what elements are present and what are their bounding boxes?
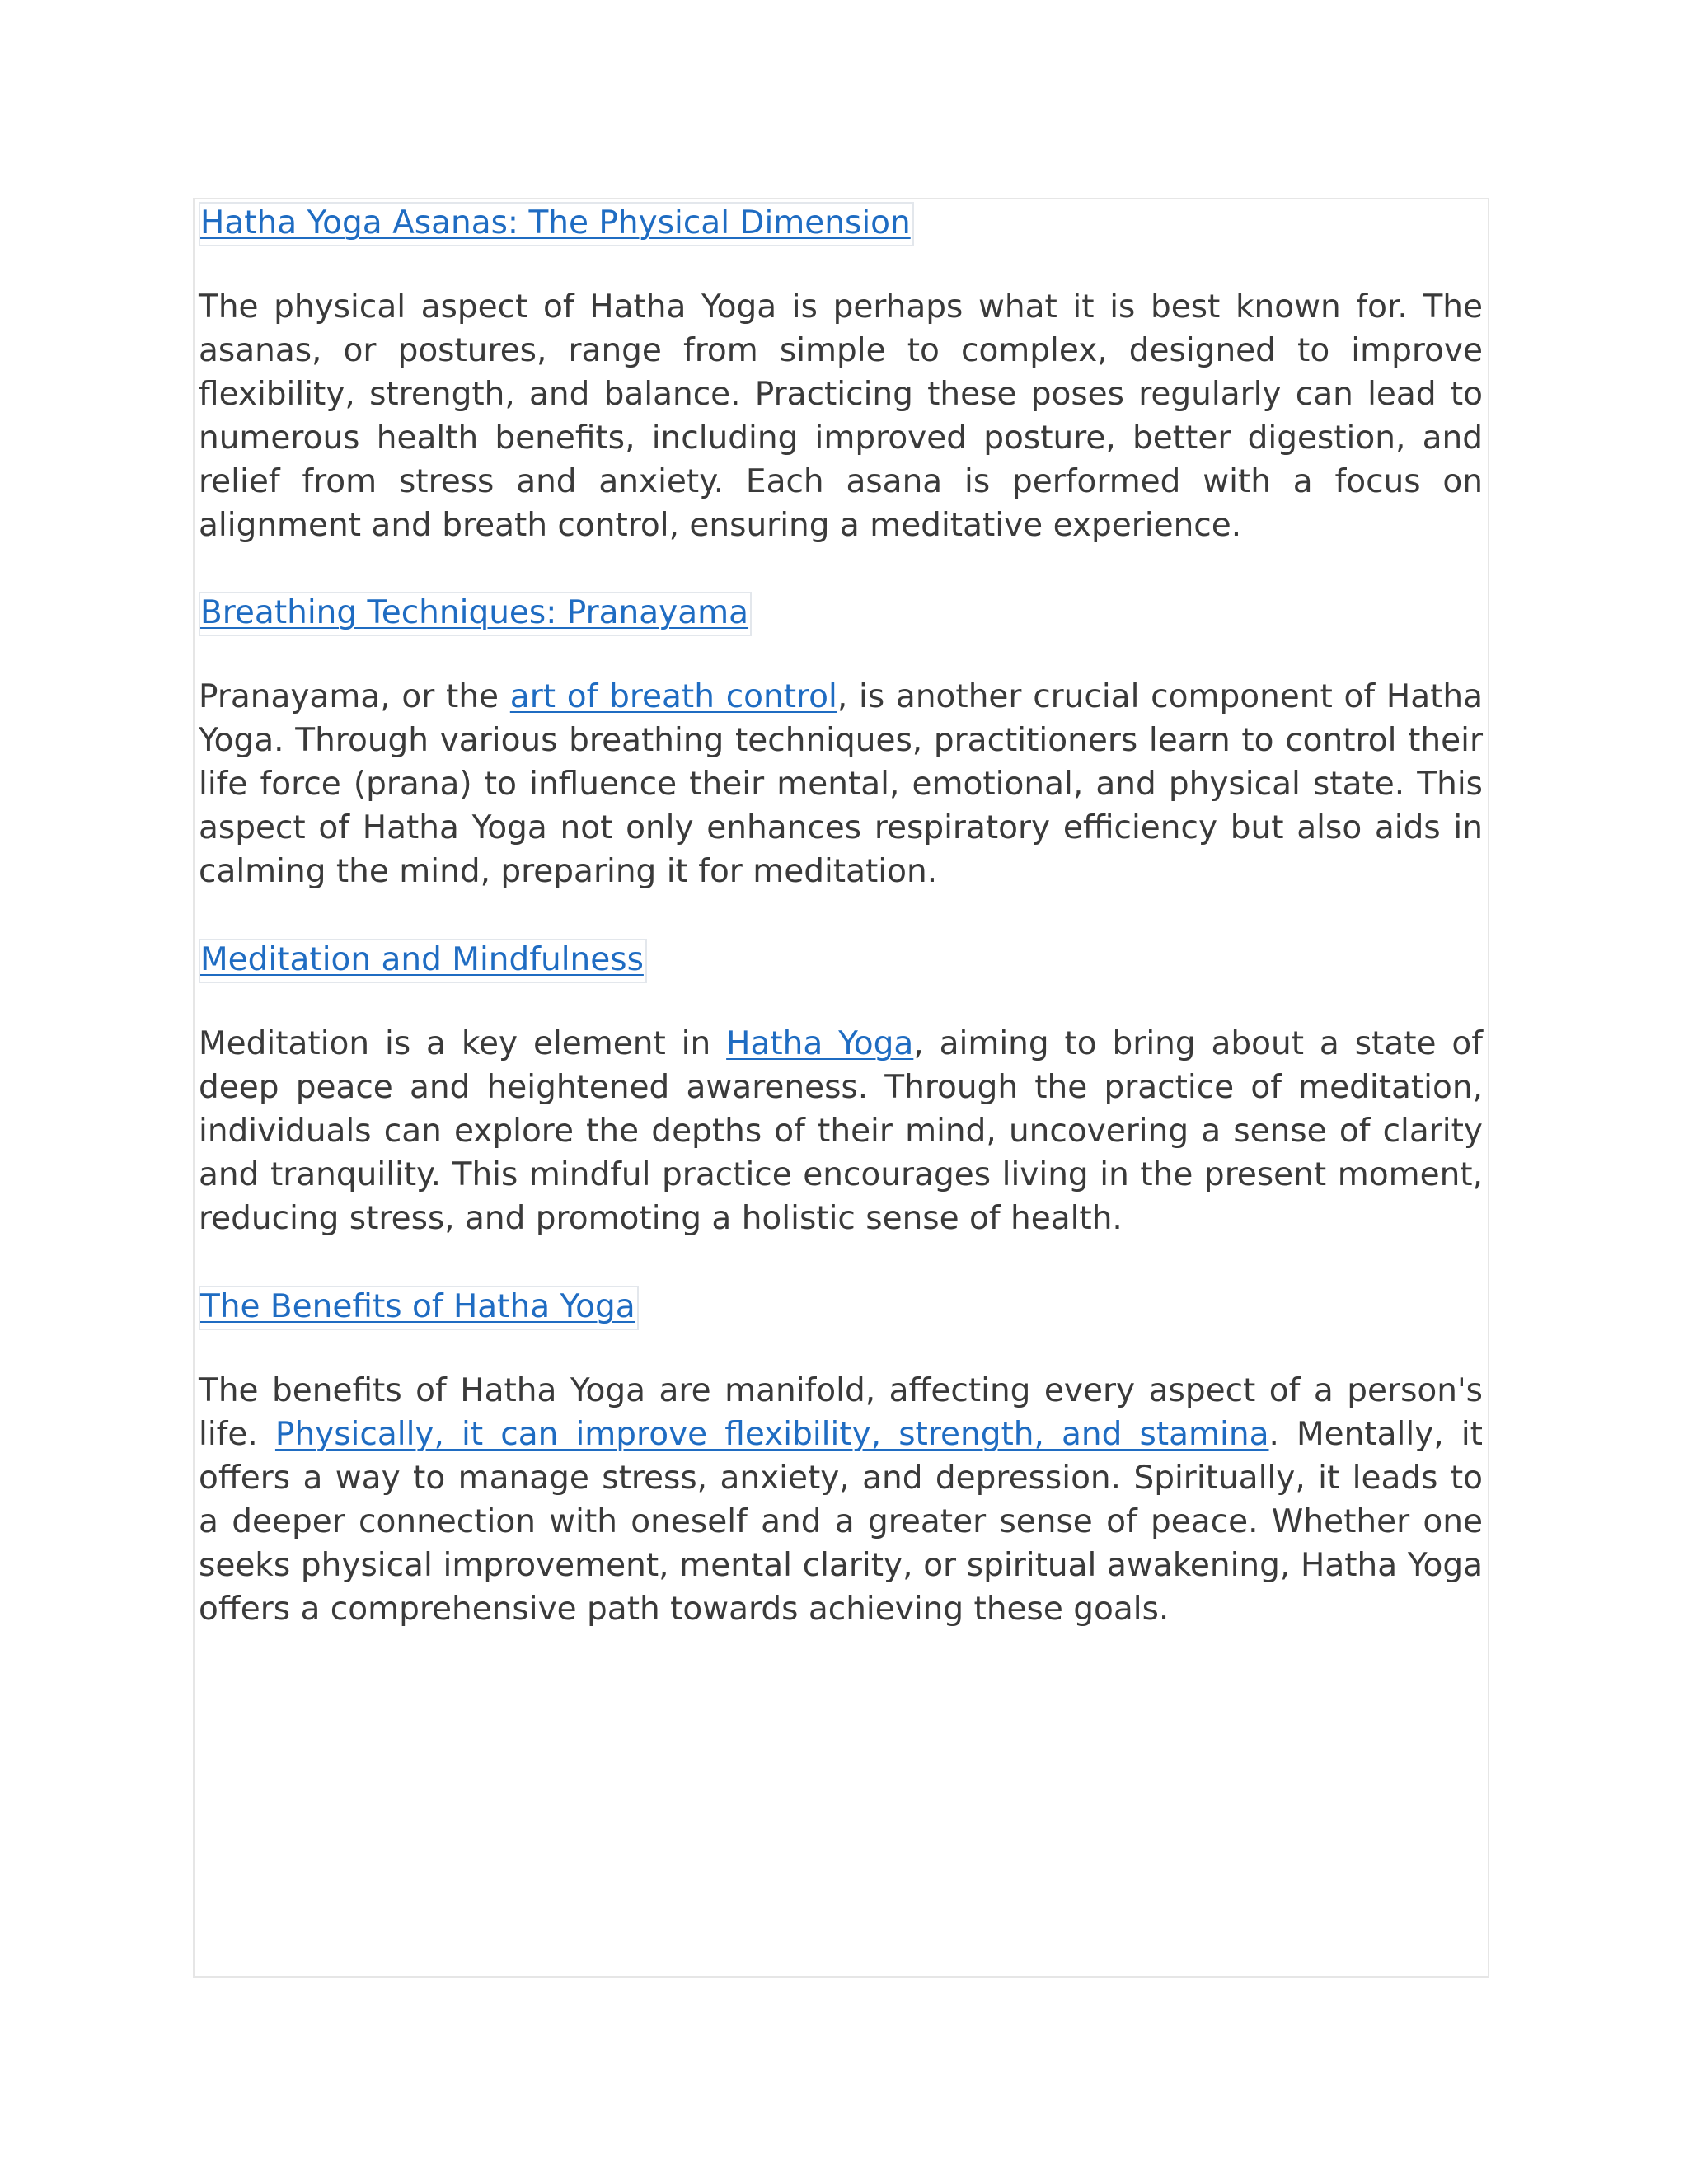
paragraph-text: , aiming to bring about a state of deep peace and heightened awareness. Through the practice of meditation, individuals can explore the depths of their mind, uncovering a sense of clarity and tranquility. This mindful practice encourages living in the present moment, reducing stress, and promoting a holistic sense of health. — [199, 1025, 1483, 1237]
hatha-yoga-link[interactable]: Hatha Yoga — [726, 1025, 914, 1062]
paragraph-text: Meditation is a key element in — [199, 1025, 727, 1062]
paragraph-text: . Mentally, it offers a way to manage stress, anxiety, and depression. Spiritually, it leads to a deeper connection with oneself and a greater sense of peace. Whether one seeks physical improvement, mental clarity, or spiritual awakening, Hatha Yoga offers a comprehensive path towards achieving these goals. — [199, 1416, 1483, 1628]
section-paragraph-benefits — [199, 1369, 1483, 1631]
section-paragraph-meditation — [199, 1022, 1483, 1240]
section-heading-pranayama[interactable]: Breathing Techniques: Pranayama — [199, 592, 752, 636]
section-paragraph-pranayama — [199, 675, 1483, 893]
physical-benefits-link[interactable]: Physically, it can improve flexibility, strength, and stamina — [274, 1416, 1269, 1453]
paragraph-text: Pranayama, or the — [199, 678, 510, 715]
paragraph-text: The benefits of Hatha Yoga are manifold, affecting every aspect of a person's life. — [199, 1372, 1483, 1453]
section-heading-benefits[interactable]: The Benefits of Hatha Yoga — [199, 1286, 639, 1330]
section-paragraph-asanas: The physical aspect of Hatha Yoga is perhaps what it is best known for. The asanas, or postures, range from simple to complex, designed to improve flexibility, strength, and balance. Practicing these poses regularly can lead to numerous health benefits, including improved posture, better digestion, and relief from stress and anxiety. Each asana is performed with a focus on alignment and breath control, ensuring a meditative experience. — [199, 288, 1483, 544]
section-heading-meditation[interactable]: Meditation and Mindfulness — [199, 939, 647, 983]
paragraph-text: , is another crucial component of Hatha Yoga. Through various breathing techniques, practitioners learn to control their life force (prana) to influence their mental, emotional, and physical state. This aspect of Hatha Yoga not only enhances respiratory efficiency but also aids in calming the mind, preparing it for meditation. — [199, 678, 1484, 890]
section-heading-asanas[interactable]: Hatha Yoga Asanas: The Physical Dimension — [199, 202, 914, 246]
breath-control-link[interactable]: art of breath control — [509, 678, 837, 715]
